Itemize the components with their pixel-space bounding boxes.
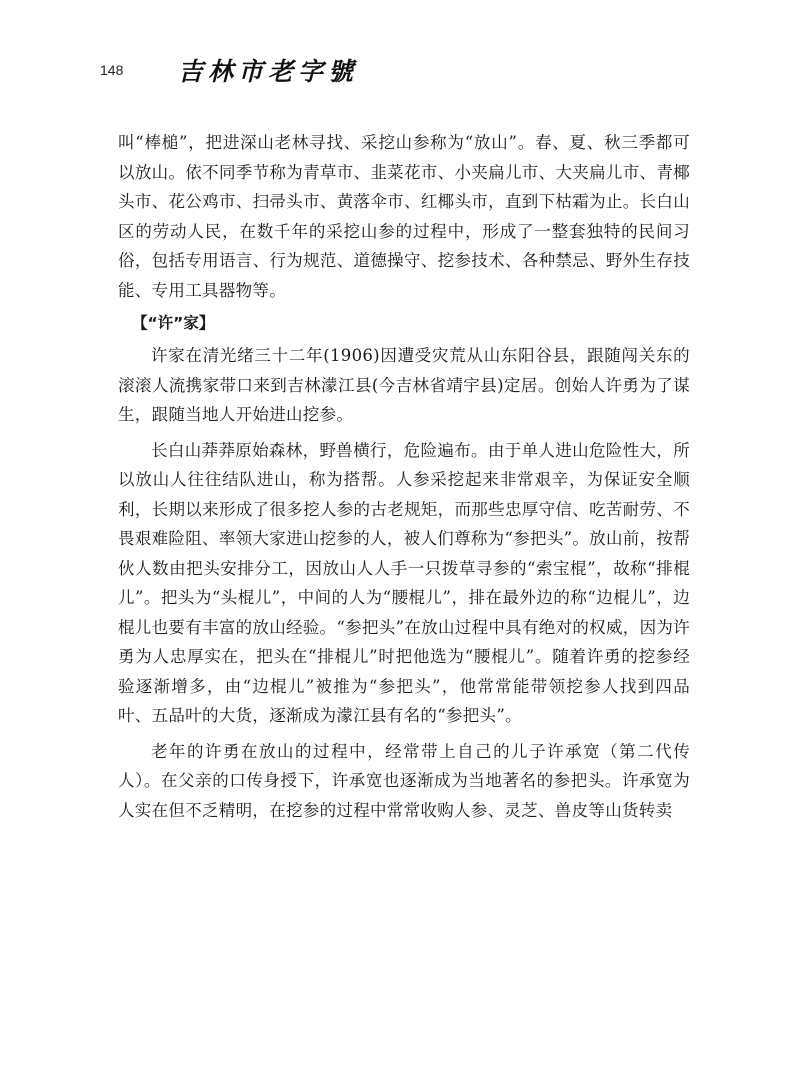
running-head-book-title: 吉林市老字號 [178, 57, 359, 86]
paragraph-second-generation: 老年的许勇在放山的过程中，经常带上自己的儿子许承宽（第二代传人）。在父亲的口传身授下，许承宽也逐渐成为当地著名的参把头。许承宽为人实在但不乏精明，在挖参的过程中常常收购人参、灵芝、兽皮等山货转卖 [118, 741, 690, 820]
section-heading: 【“许”家】 [132, 314, 215, 332]
text-body [118, 128, 690, 825]
page-number: 148 [100, 62, 124, 78]
paragraph-ginseng-digging: 长白山莽莽原始森林，野兽横行，危险遍布。由于单人进山危险性大，所以放山人往往结队进山，称为搭帮。人参采挖起来非常艰辛，为保证安全顺利，长期以来形成了很多挖人参的古老规矩，而那些忠厚守信、吃苦耐劳、不畏艰难险阻、率领大家进山挖参的人，被人们尊称为“参把头”。放山前，按帮伙人数由把头安排分工，因放山人人手一只拨草寻参的“索宝棍”，故称“排棍儿”。把头为“头棍儿”，中间的人为“腰棍儿”，排在最外边的称“边棍儿”，边棍儿也要有丰富的放山经验。“参把头”在放山过程中具有绝对的权威，因为许勇为人忠厚实在，把头在“排棍儿”时把他选为“腰棍儿”。随着许勇的挖参经验逐渐增多，由“边棍儿”被推为“参把头”，他常常能带领挖参人找到四品叶、五品叶的大货，逐渐成为濛江县有名的“参把头”。 [118, 440, 690, 725]
paragraph-origin: 许家在清光绪三十二年(1906)因遭受灾荒从山东阳谷县，跟随闯关东的滚滚人流携家带口来到吉林濛江县(今吉林省靖宇县)定居。创始人许勇为了谋生，跟随当地人开始进山挖参。 [118, 346, 690, 424]
paragraph-continued: 叫“棒槌”，把进深山老林寻找、采挖山参称为“放山”。春、夏、秋三季都可以放山。依不同季节称为青草市、韭菜花市、小夹扁儿市、大夹扁儿市、青椰头市、花公鸡市、扫帚头市、黄落伞市、红椰头市，直到下枯霜为止。长白山区的劳动人民，在数千年的采挖山参的过程中，形成了一整套独特的民间习俗，包括专用语言、行为规范、道德操守、挖参技术、各种禁忌、野外生存技能、专用工具器物等。 [118, 133, 690, 300]
